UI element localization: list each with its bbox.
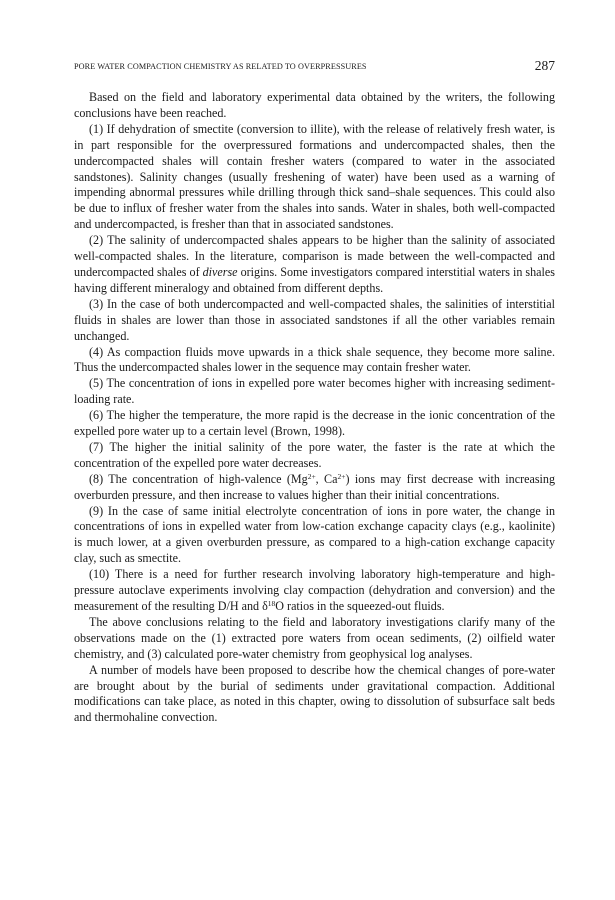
emphasis-diverse: diverse bbox=[202, 264, 238, 279]
conclusion-8-text-a: (8) The concentration of high-valence (Mg bbox=[89, 471, 308, 486]
superscript-mg-charge: 2+ bbox=[307, 471, 316, 481]
conclusion-7: (7) The higher the initial salinity of the pore water, the faster is the rate at which the concentration of the expelled pore water decreases. bbox=[74, 439, 555, 470]
conclusion-2 bbox=[74, 233, 555, 297]
conclusion-2-text-a: (2) The salinity of undercompacted shales appears to be higher than the salinity of associated well-compacted shales. In the literature, comparison is made between the well-compacted and undercompacted shales of bbox=[74, 233, 555, 279]
conclusion-10-text-a: (10) There is a need for further research involving laboratory high-temperature and high-pressure autoclave experiments involving clay compaction (dehydration and conversion) and the measurement of the resulting D/H and δ bbox=[74, 567, 555, 613]
conclusion-10-text-b: O ratios in the squeezed-out fluids. bbox=[275, 599, 445, 613]
conclusion-10 bbox=[74, 567, 555, 615]
conclusion-4: (4) As compaction fluids move upwards in a thick shale sequence, they become more saline. Thus the undercompacted shales lower in the sequence may contain fresher water. bbox=[74, 344, 555, 375]
conclusion-8-text-b: , Ca bbox=[315, 471, 338, 486]
conclusion-8-text-c: ) ions may first decrease with increasing overburden pressure, and then increase to values higher than their initial concentrations. bbox=[74, 471, 555, 502]
conclusion-8 bbox=[74, 472, 555, 504]
paragraph-summary: The above conclusions relating to the field and laboratory investigations clarify many of the observations made on the (1) extracted pore waters from ocean sediments, (2) oilfield water chemistry, and (3) calculated pore-water chemistry from geophysical log analyses. bbox=[74, 614, 555, 661]
conclusion-5: (5) The concentration of ions in expelled pore water becomes higher with increasing sediment-loading rate. bbox=[74, 376, 555, 407]
paragraph-models: A number of models have been proposed to describe how the chemical changes of pore-water are brought about by the burial of sediments under gravitational compaction. Additional modifications can take place, as noted in this chapter, owing to dissolution of subsurface salt beds and thermohaline convection. bbox=[74, 662, 555, 725]
paragraph-intro: Based on the field and laboratory experimental data obtained by the writers, the following conclusions have been reached. bbox=[74, 90, 555, 120]
conclusion-9: (9) In the case of same initial electrolyte concentration of ions in pore water, the change in concentrations of ions in expelled water from low-cation exchange capacity clays (e.g., kaolinite) is much lower, at a given overburden pressure, as compared to a high-cation exchange capacity clay, such as smectite. bbox=[74, 503, 555, 566]
conclusion-3: (3) In the case of both undercompacted and well-compacted shales, the salinities of interstitial fluids in shales are lower than those in associated sandstones if all the other variables remain unchanged. bbox=[74, 296, 555, 343]
conclusion-6: (6) The higher the temperature, the more rapid is the decrease in the ionic concentration of the expelled pore water up to a certain level (Brown, 1998). bbox=[74, 408, 555, 439]
superscript-ca-charge: 2+ bbox=[337, 471, 346, 481]
page-number: 287 bbox=[534, 58, 555, 73]
body-text bbox=[74, 90, 555, 726]
running-head: PORE WATER COMPACTION CHEMISTRY AS RELATED TO OVERPRESSURES bbox=[74, 62, 367, 71]
superscript-oxygen-isotope: 18 bbox=[267, 599, 276, 608]
conclusion-1: (1) If dehydration of smectite (conversion to illite), with the release of relatively fresh water, is in part responsible for the overpressured formations and undercompacted shales, then the undercompacted shales will contain fresher waters (compared to water in the associated sandstones). Salinity changes (usually freshening of water) have been used as a warning of impending abnormal pressures while drilling through thick sand–shale sequences. This could also be due to influx of fresher water from the shales into sands. Water in shales, both well-compacted and undercompacted, is fresher than that in associated sandstones. bbox=[74, 121, 555, 232]
conclusion-2-text-b: origins. Some investigators compared interstitial waters in shales having different mineralogy and obtained from different depths. bbox=[74, 264, 555, 295]
